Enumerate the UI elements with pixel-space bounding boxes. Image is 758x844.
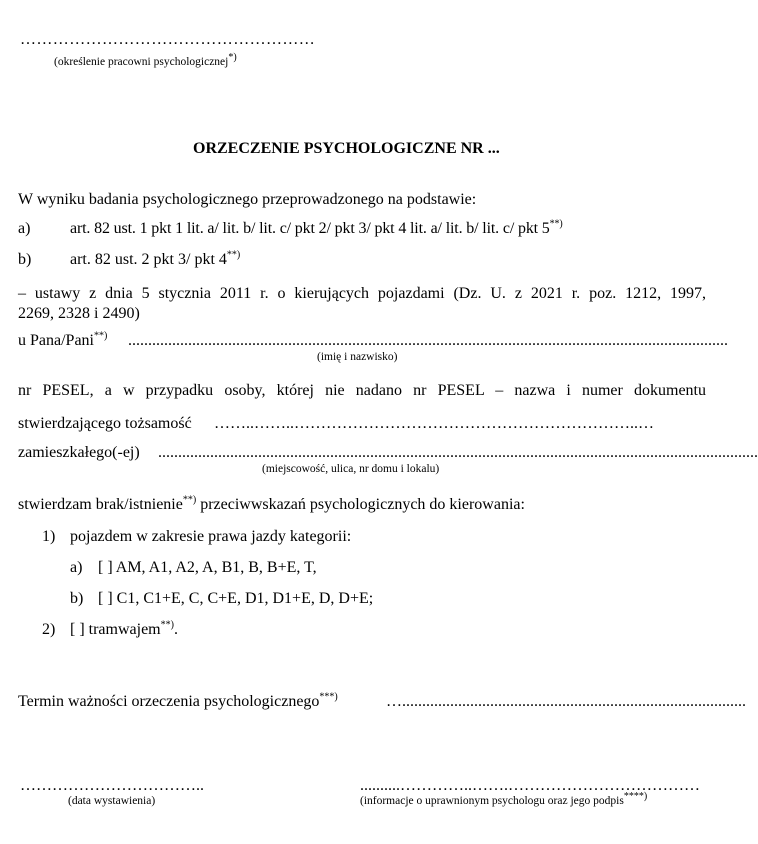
person-name-caption: (imię i nazwisko) xyxy=(317,351,398,363)
item-b-marker: b) xyxy=(18,251,32,268)
lab-name-caption: (określenie pracowni psychologicznej*) xyxy=(54,52,237,68)
list-sub-b-marker: b) xyxy=(70,590,84,607)
document-title: ORZECZENIE PSYCHOLOGICZNE NR ... xyxy=(193,140,500,157)
residence-field[interactable]: ...................................................................................................................................................... xyxy=(158,444,758,461)
psychologist-signature-field[interactable]: ..........…………..…….……………………………… xyxy=(360,777,700,794)
issue-date-caption: (data wystawienia) xyxy=(68,795,156,807)
item-a-text: art. 82 ust. 1 pkt 1 lit. a/ lit. b/ lit. c/ pkt 2/ pkt 3/ pkt 4 lit. a/ lit. b/ lit. c/ pkt 5**) xyxy=(70,218,563,237)
psychologist-signature-caption: (informacje o uprawnionym psychologu oraz jego podpis****) xyxy=(360,791,648,807)
item-a-marker: a) xyxy=(18,220,31,237)
person-label: u Pana/Pani**) xyxy=(18,330,108,349)
list-item-2-text: [ ] tramwajem**). xyxy=(70,619,178,638)
item-b-text: art. 82 ust. 2 pkt 3/ pkt 4**) xyxy=(70,249,241,268)
validity-field[interactable]: …...................................................................................... xyxy=(386,693,746,710)
validity-label: Termin ważności orzeczenia psychologicznego***) xyxy=(18,691,338,710)
intro-text: W wyniku badania psychologicznego przeprowadzonego na podstawie: xyxy=(18,191,477,208)
statement-text: stwierdzam brak/istnienie**) przeciwwskazań psychologicznych do kierowania: xyxy=(18,494,525,513)
residence-caption: (miejscowość, ulica, nr domu i lokalu) xyxy=(262,463,440,475)
law-reference-line-2: 2269, 2328 i 2490) xyxy=(18,305,140,322)
residence-label: zamieszkałego(-ej) xyxy=(18,444,140,461)
lab-name-dots: ……………………………………………… xyxy=(20,31,316,48)
identity-document-field[interactable]: ……..……..………………………………………………………..… xyxy=(214,415,654,432)
law-reference-line-1: – ustawy z dnia 5 stycznia 2011 r. o kierujących pojazdami (Dz. U. z 2021 r. poz. 1212, 1997, xyxy=(18,285,706,302)
list-sub-a-marker: a) xyxy=(70,559,83,576)
person-name-field[interactable]: ...................................................................................................................................................... xyxy=(128,332,728,349)
list-item-1-text: pojazdem w zakresie prawa jazdy kategorii: xyxy=(70,528,352,545)
issue-date-field[interactable]: …………………………….. xyxy=(20,777,204,794)
list-sub-b-text: [ ] C1, C1+E, C, C+E, D1, D1+E, D, D+E; xyxy=(98,590,374,607)
list-sub-a-text: [ ] AM, A1, A2, A, B1, B, B+E, T, xyxy=(98,559,317,576)
list-item-1-marker: 1) xyxy=(42,528,56,545)
list-item-2-marker: 2) xyxy=(42,621,56,638)
pesel-line-1: nr PESEL, a w przypadku osoby, której nie nadano nr PESEL – nazwa i numer dokumentu xyxy=(18,382,706,399)
pesel-line-2-label: stwierdzającego tożsamość xyxy=(18,415,192,432)
